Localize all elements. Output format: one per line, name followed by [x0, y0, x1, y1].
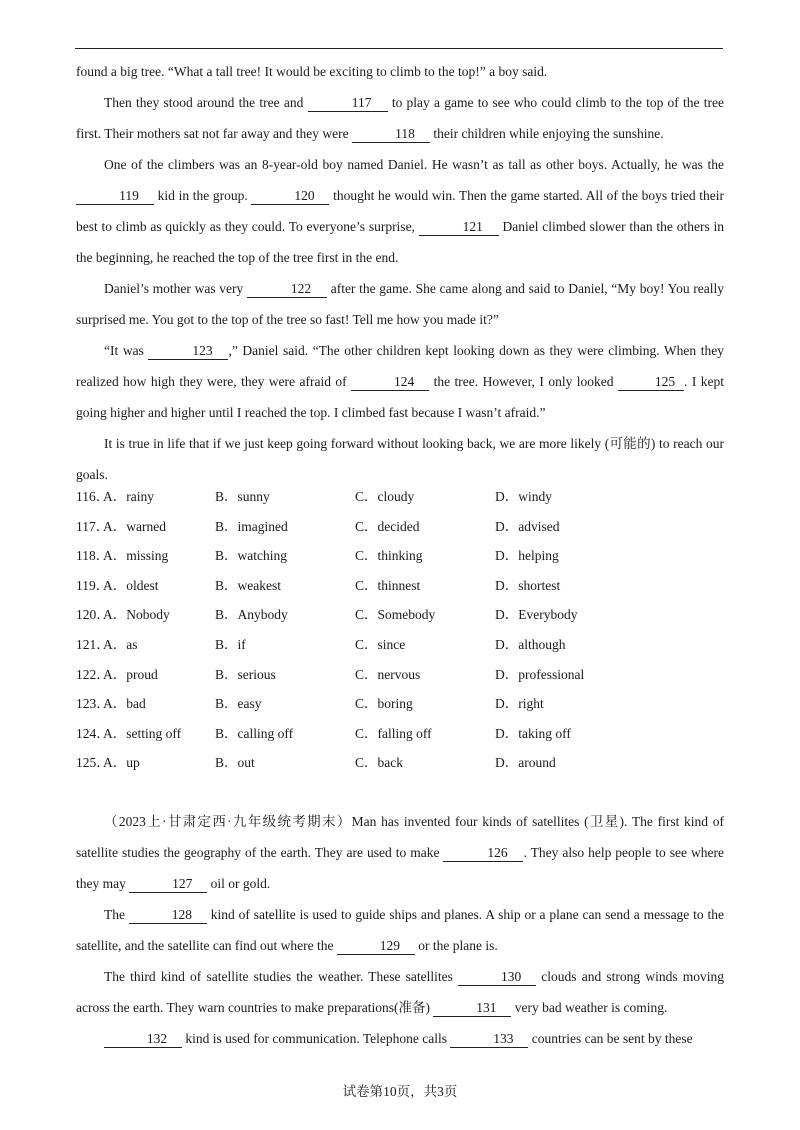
option-c[interactable]: C．back — [355, 755, 403, 771]
question-number: 121． — [76, 636, 110, 652]
passage-1 — [76, 56, 724, 490]
option-d[interactable]: D．professional — [495, 666, 585, 682]
blank-120[interactable]: 120 — [251, 187, 329, 205]
passage-2-paragraph-2: The 128 kind of satellite is used to guide ships and planes. A ship or a plane can send a message to the satellite, and the satellite can find out where the 129 or the plane is. — [76, 907, 725, 953]
question-row-120 — [76, 600, 724, 630]
question-row-123 — [76, 689, 724, 719]
blank-128[interactable]: 128 — [129, 906, 207, 924]
blank-131[interactable]: 131 — [433, 999, 511, 1017]
passage-1-paragraph-3: Daniel’s mother was very 122 after the game. She came along and said to Daniel, “My boy! You really surprised me. You got to the top of the tree so fast! Tell me how you made it?” — [76, 281, 725, 327]
option-c[interactable]: C．falling off — [355, 725, 432, 741]
option-b[interactable]: B．out — [215, 755, 255, 771]
blank-122[interactable]: 122 — [247, 280, 327, 298]
question-number: 118． — [76, 548, 110, 564]
question-row-116 — [76, 482, 724, 512]
option-c[interactable]: C．nervous — [355, 666, 421, 682]
passage-2 — [76, 806, 724, 1054]
blank-124[interactable]: 124 — [351, 373, 429, 391]
question-options — [76, 482, 724, 778]
option-b[interactable]: B．serious — [215, 666, 276, 682]
option-a[interactable]: A．warned — [103, 518, 166, 534]
question-number: 119． — [76, 577, 110, 593]
passage-2-source: （2023上·甘肃定西·九年级统考期末） — [104, 814, 352, 829]
blank-126[interactable]: 126 — [443, 844, 523, 862]
passage-1-paragraph-4: “It was 123 ,” Daniel said. “The other children kept looking down as they were climbing. When they realized how high they were, they were afraid of 124 the tree. However, I only looked 125 . I kept going higher and higher until I reached the top. I climbed fast because I wasn’t afraid.” — [76, 343, 725, 420]
blank-117[interactable]: 117 — [308, 94, 388, 112]
question-number: 120． — [76, 607, 110, 623]
option-d[interactable]: D．taking off — [495, 725, 571, 741]
passage-2-paragraph-4: 132 kind is used for communication. Telephone calls 133 countries can be sent by these — [76, 1023, 724, 1054]
option-d[interactable]: D．around — [495, 755, 556, 771]
passage-1-paragraph-1: Then they stood around the tree and 117 to play a game to see who could climb to the top of the tree first. Their mothers sat not far away and they were 118 their children while enjoying the sunshine. — [76, 95, 724, 141]
option-b[interactable]: B．weakest — [215, 577, 281, 593]
blank-129[interactable]: 129 — [337, 937, 415, 955]
option-d[interactable]: D．right — [495, 696, 544, 712]
option-a[interactable]: A．rainy — [103, 489, 154, 504]
option-c[interactable]: C．boring — [355, 696, 413, 712]
blank-133[interactable]: 133 — [450, 1030, 528, 1048]
option-c[interactable]: C．thinking — [355, 548, 423, 564]
option-c[interactable]: C．Somebody — [355, 607, 436, 623]
option-d[interactable]: D．Everybody — [495, 607, 578, 623]
question-row-117 — [76, 512, 724, 542]
header-rule — [75, 48, 723, 49]
option-a[interactable]: A．up — [103, 755, 140, 771]
option-a[interactable]: A．setting off — [103, 725, 182, 741]
blank-127[interactable]: 127 — [129, 875, 207, 893]
option-c[interactable]: C．cloudy — [355, 489, 415, 504]
blank-121[interactable]: 121 — [419, 218, 499, 236]
blank-118[interactable]: 118 — [352, 125, 430, 143]
blank-119[interactable]: 119 — [76, 187, 154, 205]
option-a[interactable]: A．bad — [103, 696, 146, 712]
blank-130[interactable]: 130 — [458, 968, 536, 986]
question-number: 116． — [76, 489, 110, 504]
question-number: 124． — [76, 725, 110, 741]
question-row-122 — [76, 660, 724, 690]
question-number: 117． — [76, 518, 110, 534]
option-b[interactable]: B．sunny — [215, 489, 270, 504]
passage-1-line-0: found a big tree. “What a tall tree! It would be exciting to climb to the top!” a boy said. — [76, 64, 548, 79]
option-c[interactable]: C．decided — [355, 518, 420, 534]
question-number: 123． — [76, 696, 110, 712]
option-c[interactable]: C．since — [355, 636, 406, 652]
option-d[interactable]: D．helping — [495, 548, 559, 564]
question-number: 122． — [76, 666, 110, 682]
page-footer: 试卷第10页，共3页 — [342, 1084, 458, 1099]
option-d[interactable]: D．windy — [495, 489, 552, 504]
blank-125[interactable]: 125 — [618, 373, 684, 391]
option-b[interactable]: B．imagined — [215, 518, 288, 534]
question-row-124 — [76, 719, 724, 749]
option-b[interactable]: B．easy — [215, 696, 262, 712]
passage-2-paragraph-1: （2023上·甘肃定西·九年级统考期末）Man has invented four kinds of satellites (卫星). The first kind of satellite studies the geography of the earth. They are used to make 126 . They also help people to see where they may 127 oil or gold. — [76, 814, 725, 891]
option-b[interactable]: B．calling off — [215, 725, 294, 741]
question-row-125 — [76, 748, 724, 778]
option-b[interactable]: B．if — [215, 636, 246, 652]
option-d[interactable]: D．although — [495, 636, 566, 652]
option-c[interactable]: C．thinnest — [355, 577, 421, 593]
option-a[interactable]: A．oldest — [103, 577, 159, 593]
option-d[interactable]: D．advised — [495, 518, 560, 534]
passage-1-paragraph-5: It is true in life that if we just keep going forward without looking back, we are more likely (可能的) to reach our goals. — [76, 436, 724, 482]
option-a[interactable]: A．proud — [103, 666, 158, 682]
option-a[interactable]: A．missing — [103, 548, 169, 564]
blank-123[interactable]: 123 — [148, 342, 228, 360]
option-a[interactable]: A．Nobody — [103, 607, 170, 623]
option-b[interactable]: B．watching — [215, 548, 287, 564]
question-row-121 — [76, 630, 724, 660]
passage-2-paragraph-3: The third kind of satellite studies the weather. These satellites 130 clouds and strong winds moving across the earth. They warn countries to make preparations(准备) 131 very bad weather is coming. — [76, 969, 725, 1015]
blank-132[interactable]: 132 — [104, 1030, 182, 1048]
question-row-118 — [76, 541, 724, 571]
question-row-119 — [76, 571, 724, 601]
option-a[interactable]: A．as — [103, 636, 138, 652]
option-b[interactable]: B．Anybody — [215, 607, 288, 623]
option-d[interactable]: D．shortest — [495, 577, 561, 593]
passage-1-paragraph-2: One of the climbers was an 8-year-old boy named Daniel. He wasn’t as tall as other boys. Actually, he was the 119 kid in the group. 120 thought he would win. Then the game started. All of the boys tried their best to climb as quickly as they could. To everyone’s surprise, 121 Daniel climbed slower than the others in the beginning, he reached the top of the tree first in the end. — [76, 157, 724, 265]
question-number: 125． — [76, 755, 110, 771]
